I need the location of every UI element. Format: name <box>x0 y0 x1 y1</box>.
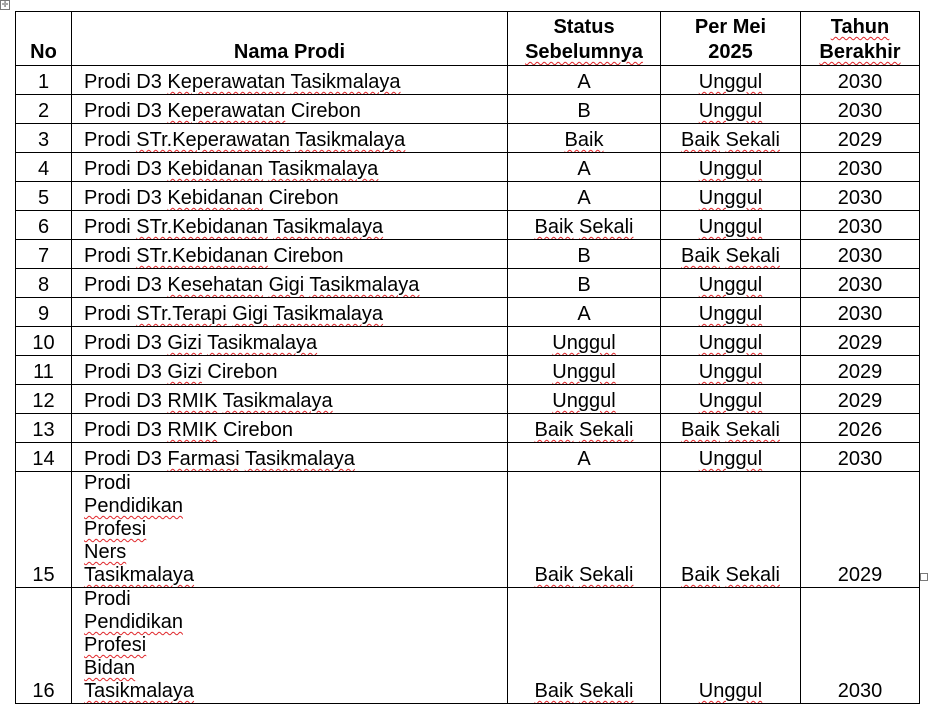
cell-per-mei: Unggul <box>661 153 801 182</box>
cell-no: 9 <box>16 298 72 327</box>
cell-nama-prodi <box>72 588 508 704</box>
cell-tahun: 2029 <box>801 124 920 153</box>
cell-status: Baik Sekali <box>508 472 661 588</box>
cell-nama-line1: Prodi Pendidikan Profesi Ners <box>84 472 183 563</box>
cell-no: 3 <box>16 124 72 153</box>
cell-no: 13 <box>16 414 72 443</box>
cell-tahun: 2030 <box>801 95 920 124</box>
cell-per-mei: Unggul <box>661 327 801 356</box>
cell-status: B <box>508 240 661 269</box>
cell-tahun: 2030 <box>801 66 920 95</box>
header-tahun-berakhir <box>801 12 920 66</box>
cell-per-mei: Unggul <box>661 211 801 240</box>
cell-status: A <box>508 66 661 95</box>
prodi-table <box>15 11 920 704</box>
cell-nama-line2: Tasikmalaya <box>84 680 195 702</box>
cell-status: B <box>508 95 661 124</box>
cell-nama-line1: Prodi Pendidikan Profesi Bidan <box>84 588 183 679</box>
header-per-mei-line2: 2025 <box>708 41 753 63</box>
header-per-mei-line1: Per Mei <box>694 16 767 38</box>
cell-tahun: 2030 <box>801 588 920 704</box>
table-row <box>16 182 920 211</box>
cell-per-mei: Baik Sekali <box>661 414 801 443</box>
header-status-line1: Status <box>553 16 615 38</box>
cell-tahun: 2030 <box>801 269 920 298</box>
cell-no: 15 <box>16 472 72 588</box>
cell-nama-prodi: Prodi D3 RMIK Tasikmalaya <box>72 385 508 414</box>
cell-per-mei: Unggul <box>661 443 801 472</box>
cell-status: B <box>508 269 661 298</box>
cell-nama-prodi: Prodi D3 Keperawatan Cirebon <box>72 95 508 124</box>
cell-status: A <box>508 443 661 472</box>
cell-status: A <box>508 182 661 211</box>
cell-nama-prodi: Prodi D3 Keperawatan Tasikmalaya <box>72 66 508 95</box>
table-row <box>16 211 920 240</box>
table-row <box>16 153 920 182</box>
cell-tahun: 2026 <box>801 414 920 443</box>
table-row <box>16 588 920 704</box>
cell-per-mei: Unggul <box>661 356 801 385</box>
cell-nama-prodi: Prodi D3 Gizi Cirebon <box>72 356 508 385</box>
cell-per-mei: Unggul <box>661 588 801 704</box>
table-row <box>16 327 920 356</box>
cell-nama-prodi: Prodi D3 Kebidanan Cirebon <box>72 182 508 211</box>
table-row <box>16 443 920 472</box>
cell-per-mei: Baik Sekali <box>661 124 801 153</box>
cell-no: 10 <box>16 327 72 356</box>
table-row <box>16 298 920 327</box>
header-tahun-line2: Berakhir <box>819 41 901 63</box>
cell-tahun: 2030 <box>801 240 920 269</box>
cell-no: 16 <box>16 588 72 704</box>
header-tahun-line1: Tahun <box>830 16 890 38</box>
cell-tahun: 2030 <box>801 443 920 472</box>
cell-per-mei: Baik Sekali <box>661 472 801 588</box>
cell-status: Baik Sekali <box>508 588 661 704</box>
table-row <box>16 66 920 95</box>
cell-status: A <box>508 153 661 182</box>
cell-no: 8 <box>16 269 72 298</box>
cell-no: 4 <box>16 153 72 182</box>
cell-status: Unggul <box>508 356 661 385</box>
table-row <box>16 95 920 124</box>
cell-nama-prodi: Prodi STr.Kebidanan Tasikmalaya <box>72 211 508 240</box>
cell-nama-prodi: Prodi STr.Keperawatan Tasikmalaya <box>72 124 508 153</box>
cell-no: 2 <box>16 95 72 124</box>
cell-status: Unggul <box>508 327 661 356</box>
table-row <box>16 356 920 385</box>
cell-status: Baik Sekali <box>508 211 661 240</box>
cell-no: 6 <box>16 211 72 240</box>
table-move-icon[interactable]: ✛ <box>1 0 9 9</box>
header-status-sebelumnya <box>508 12 661 66</box>
cell-tahun: 2030 <box>801 182 920 211</box>
table-row <box>16 124 920 153</box>
cell-nama-prodi: Prodi D3 Kebidanan Tasikmalaya <box>72 153 508 182</box>
cell-per-mei: Unggul <box>661 66 801 95</box>
cell-nama-line2: Tasikmalaya <box>84 564 195 586</box>
cell-nama-prodi: Prodi D3 RMIK Cirebon <box>72 414 508 443</box>
cell-tahun: 2030 <box>801 298 920 327</box>
cell-tahun: 2029 <box>801 385 920 414</box>
cell-per-mei: Unggul <box>661 269 801 298</box>
cell-nama-prodi: Prodi STr.Terapi Gigi Tasikmalaya <box>72 298 508 327</box>
cell-nama-prodi: Prodi STr.Kebidanan Cirebon <box>72 240 508 269</box>
cell-per-mei: Unggul <box>661 95 801 124</box>
cell-status: Baik Sekali <box>508 414 661 443</box>
cell-tahun: 2029 <box>801 327 920 356</box>
table-header-row <box>16 12 920 66</box>
cell-tahun: 2029 <box>801 472 920 588</box>
header-nama-prodi: Nama Prodi <box>72 12 508 66</box>
cell-nama-prodi: Prodi D3 Kesehatan Gigi Tasikmalaya <box>72 269 508 298</box>
cell-no: 12 <box>16 385 72 414</box>
cell-tahun: 2030 <box>801 153 920 182</box>
cell-per-mei: Unggul <box>661 182 801 211</box>
table-body <box>16 66 920 704</box>
table-row <box>16 269 920 298</box>
table-row <box>16 414 920 443</box>
cell-nama-prodi: Prodi D3 Gizi Tasikmalaya <box>72 327 508 356</box>
cell-no: 5 <box>16 182 72 211</box>
cell-tahun: 2030 <box>801 211 920 240</box>
header-no: No <box>16 12 72 66</box>
table-row <box>16 240 920 269</box>
cell-no: 14 <box>16 443 72 472</box>
table-resize-icon[interactable] <box>920 573 928 581</box>
cell-nama-prodi: Prodi D3 Farmasi Tasikmalaya <box>72 443 508 472</box>
cell-no: 1 <box>16 66 72 95</box>
header-status-line2: Sebelumnya <box>525 41 643 63</box>
cell-no: 11 <box>16 356 72 385</box>
cell-status: Baik <box>508 124 661 153</box>
cell-nama-prodi <box>72 472 508 588</box>
table-row <box>16 472 920 588</box>
cell-tahun: 2029 <box>801 356 920 385</box>
cell-status: Unggul <box>508 385 661 414</box>
header-per-mei <box>661 12 801 66</box>
cell-per-mei: Baik Sekali <box>661 240 801 269</box>
cell-status: A <box>508 298 661 327</box>
table-row <box>16 385 920 414</box>
cell-per-mei: Unggul <box>661 385 801 414</box>
cell-no: 7 <box>16 240 72 269</box>
cell-per-mei: Unggul <box>661 298 801 327</box>
